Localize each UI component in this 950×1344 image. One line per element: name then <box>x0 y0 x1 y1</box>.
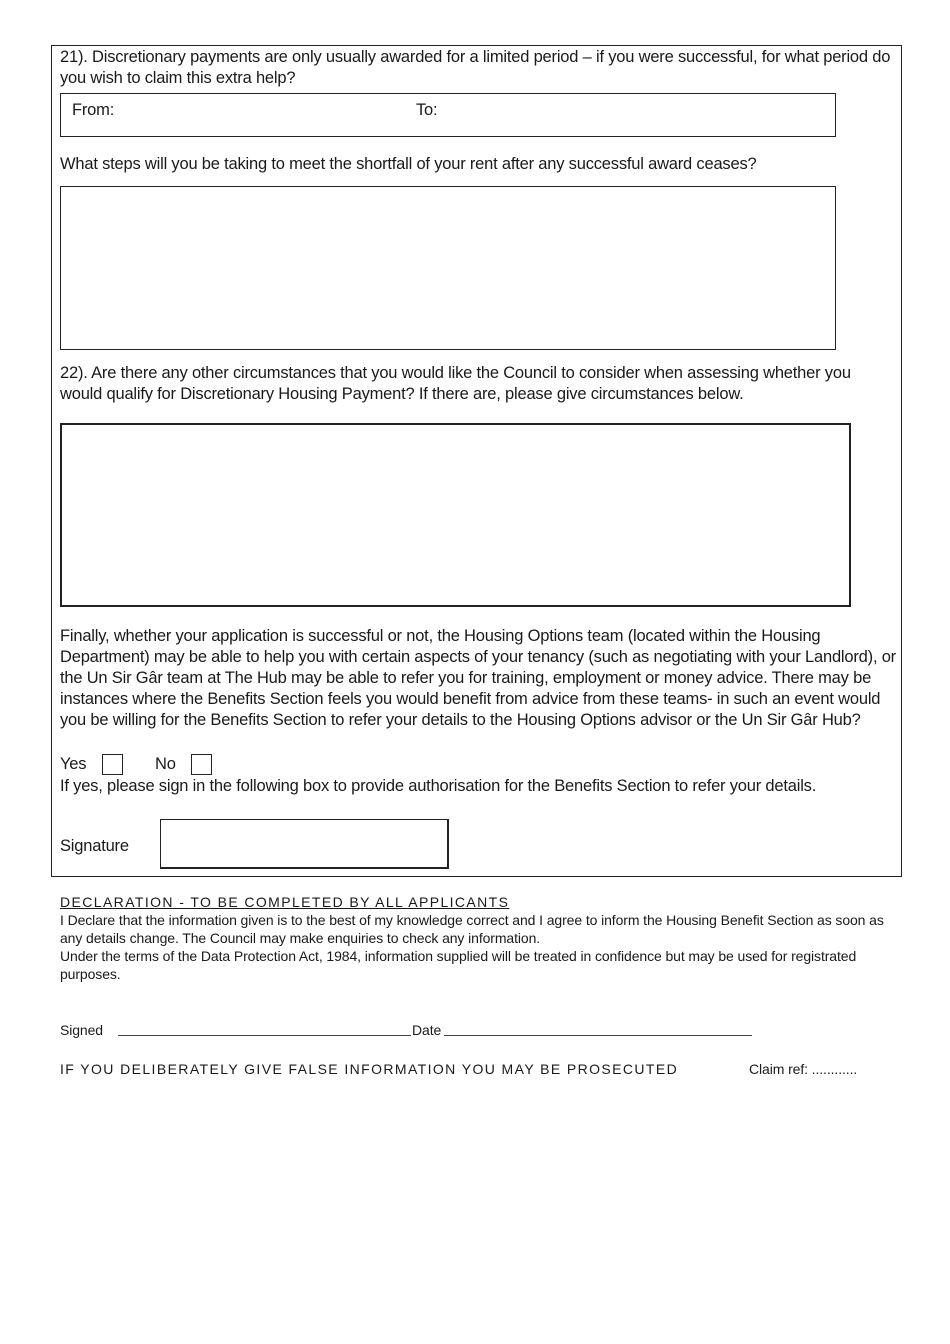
shortfall-answer-box[interactable] <box>60 186 836 350</box>
declaration-text-2: Under the terms of the Data Protection Act, 1984, information supplied will be treated in confidence but may be used for registrated purposes. <box>60 948 857 982</box>
signed-label: Signed <box>60 1022 103 1038</box>
yes-checkbox[interactable] <box>102 754 123 775</box>
from-label: From: <box>72 101 115 119</box>
signature-label: Signature <box>60 837 129 855</box>
to-label: To: <box>416 101 438 119</box>
declaration-text-1: I Declare that the information given is to the best of my knowledge correct and I agree to inform the Housing Benefit Section as soon as any details change. The Council may make enquiries to check any information. <box>60 912 884 946</box>
declaration-heading: DECLARATION - TO BE COMPLETED BY ALL APPLICANTS <box>60 894 510 910</box>
no-label: No <box>155 755 176 773</box>
shortfall-question-text: What steps will you be taking to meet the shortfall of your rent after any successful award ceases? <box>60 155 757 173</box>
date-label: Date <box>412 1022 442 1038</box>
referral-paragraph: Finally, whether your application is successful or not, the Housing Options team (located within the Housing Department) may be able to help you with certain aspects of your tenancy (such as negotiating with your Landlord), or the Un Sir Gâr team at The Hub may be able to refer you for training, employment or money advice. There may be instances where the Benefits Section feels you would benefit from advice from these teams- in such an event would you be willing for the Benefits Section to refer your details to the Housing Options advisor or the Un Sir Gâr Hub? <box>60 627 896 729</box>
claim-ref: Claim ref: ............ <box>749 1061 858 1077</box>
false-information-warning: IF YOU DELIBERATELY GIVE FALSE INFORMATION YOU MAY BE PROSECUTED <box>60 1061 679 1077</box>
period-field-box[interactable] <box>60 93 836 137</box>
signed-line[interactable] <box>118 1035 411 1036</box>
question-22-text: 22). Are there any other circumstances that you would like the Council to consider when assessing whether you would qualify for Discretionary Housing Payment? If there are, please give circumstances below. <box>60 364 851 403</box>
date-line[interactable] <box>444 1035 752 1036</box>
circumstances-answer-box[interactable] <box>60 423 851 607</box>
sign-instruction: If yes, please sign in the following box to provide authorisation for the Benefits Section to refer your details. <box>60 777 817 795</box>
yes-label: Yes <box>60 755 87 773</box>
question-21-text: 21). Discretionary payments are only usually awarded for a limited period – if you were successful, for what period do you wish to claim this extra help? <box>60 48 891 87</box>
no-checkbox[interactable] <box>191 754 212 775</box>
signature-box[interactable] <box>160 819 449 869</box>
